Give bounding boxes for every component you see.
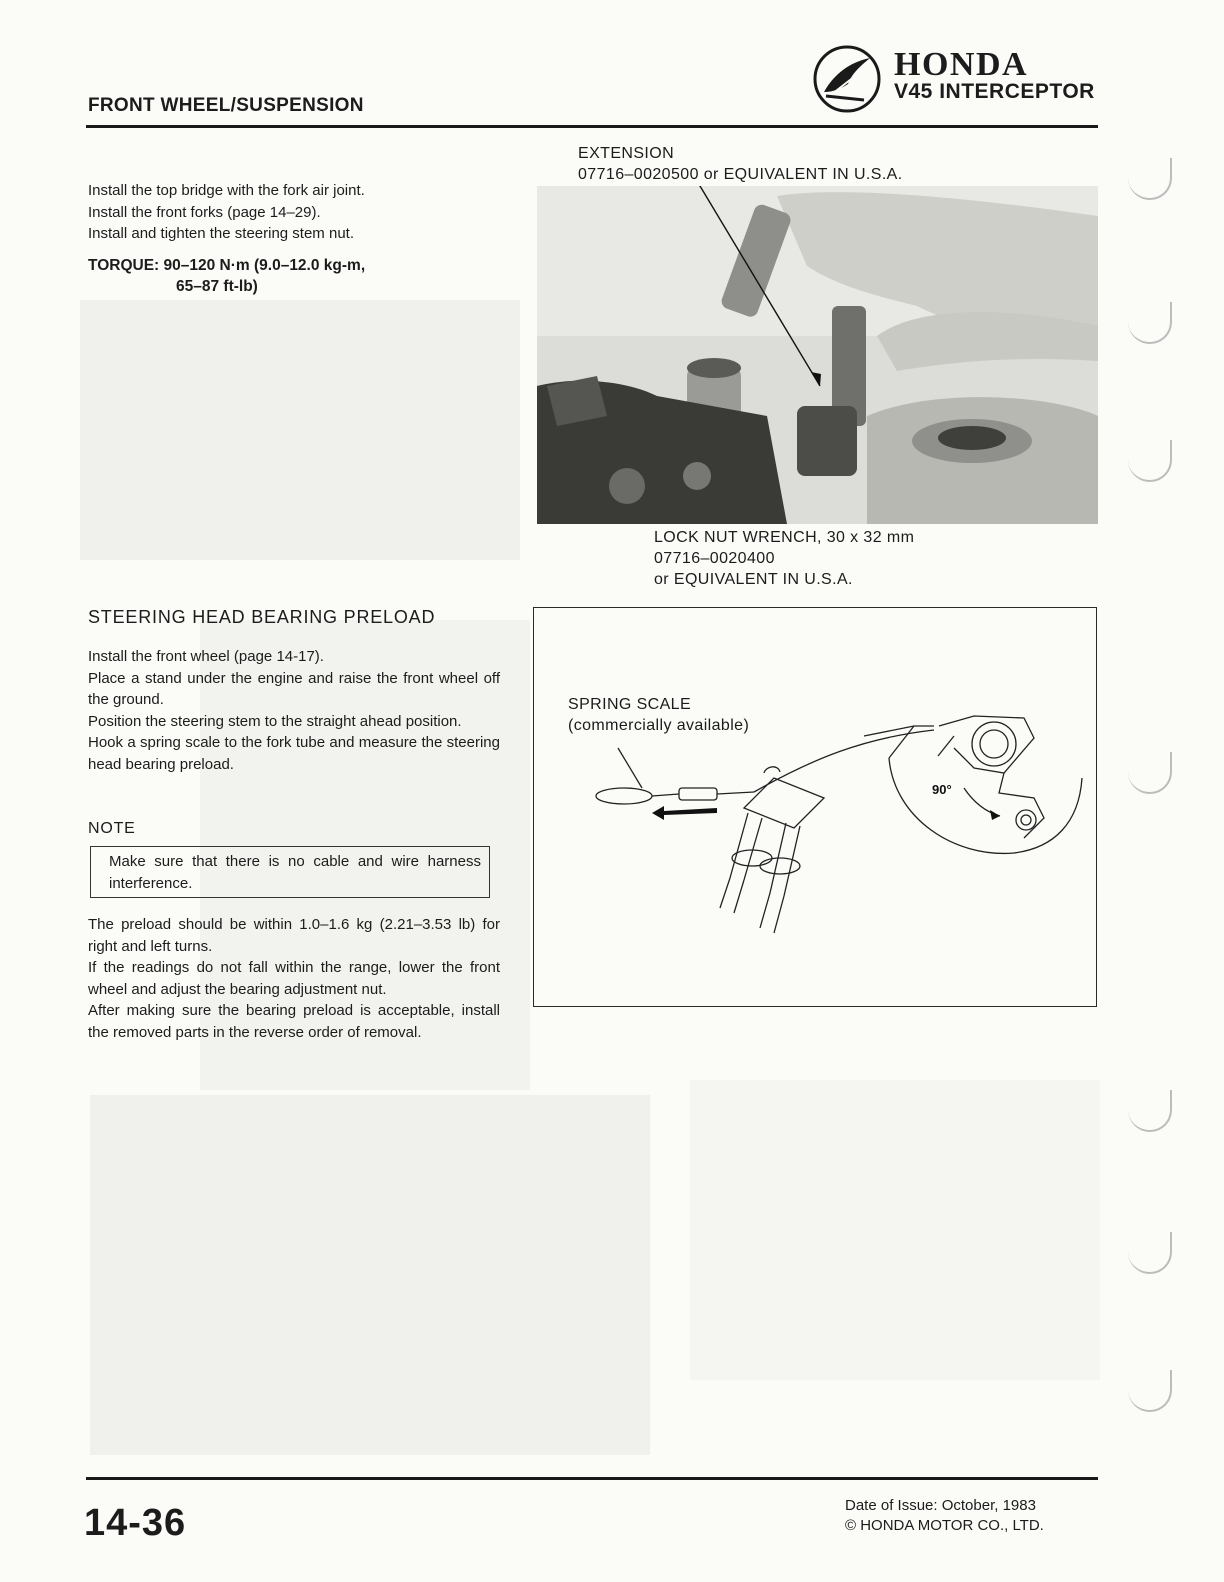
preload-heading: STEERING HEAD BEARING PRELOAD — [88, 607, 436, 627]
copyright: © HONDA MOTOR CO., LTD. — [845, 1517, 1044, 1534]
issue-info — [845, 1496, 1044, 1536]
page-number: 14-36 — [84, 1502, 187, 1544]
spring-scale-note: (commercially available) — [568, 717, 750, 734]
torque-spec — [88, 255, 518, 297]
page-edge-tab — [1128, 752, 1172, 794]
spring-scale-diagram — [533, 607, 1097, 1007]
preload-steps — [88, 646, 500, 775]
header-rule — [86, 125, 1098, 128]
lock-nut-wrench-caption — [654, 527, 914, 590]
page-edge-tab — [1128, 158, 1172, 200]
honda-wing-emblem-icon — [812, 44, 882, 114]
spring-scale-title: SPRING SCALE — [568, 696, 692, 713]
model-name: V45 INTERCEPTOR — [894, 80, 1095, 103]
extension-part: 07716–0020500 or EQUIVALENT IN U.S.A. — [578, 166, 903, 183]
note-box — [90, 846, 490, 898]
preload-step: Position the steering stem to the straight ahead position. — [88, 712, 462, 730]
diagram-illustration — [534, 608, 1096, 1006]
preload-step: Hook a spring scale to the fork tube and measure the steering head bearing preload. — [88, 734, 500, 773]
page-edge-tab — [1128, 1370, 1172, 1412]
page-edge-tab — [1128, 440, 1172, 482]
extension-title: EXTENSION — [578, 145, 675, 162]
install-instructions — [88, 180, 508, 245]
preload-results — [88, 914, 500, 1043]
wrench-part: 07716–0020400 — [654, 550, 775, 567]
page-edge-tab — [1128, 1232, 1172, 1274]
instruction-line: Install the front forks (page 14–29). — [88, 203, 321, 221]
steering-nut-photo — [537, 186, 1098, 524]
preload-paragraph: If the readings do not fall within the range, lower the front wheel and adjust the bearing adjustment nut. — [88, 959, 500, 998]
issue-date: Date of Issue: October, 1983 — [845, 1497, 1036, 1514]
preload-step: Install the front wheel (page 14-17). — [88, 648, 324, 665]
photo-illustration — [537, 186, 1098, 524]
preload-paragraph: After making sure the bearing preload is acceptable, install the removed parts in the reverse order of removal. — [88, 1002, 500, 1041]
extension-caption — [578, 143, 903, 185]
section-title: FRONT WHEEL/SUSPENSION — [88, 95, 364, 116]
angle-label: 90° — [932, 782, 952, 797]
note-text: Make sure that there is no cable and wire harness interference. — [109, 853, 481, 892]
page-edge-tab — [1128, 302, 1172, 344]
torque-value-2: 65–87 ft-lb) — [176, 278, 258, 295]
preload-step: Place a stand under the engine and raise the front wheel off the ground. — [88, 669, 500, 708]
torque-value-1: 90–120 N·m (9.0–12.0 kg-m, — [163, 257, 366, 274]
note-label: NOTE — [88, 820, 136, 837]
wrench-title: LOCK NUT WRENCH, 30 x 32 mm — [654, 529, 915, 546]
wrench-equivalent: or EQUIVALENT IN U.S.A. — [654, 571, 853, 588]
instruction-line: Install the top bridge with the fork air joint. — [88, 182, 365, 199]
brand-logo — [812, 44, 1102, 114]
footer-rule — [86, 1477, 1098, 1480]
preload-paragraph: The preload should be within 1.0–1.6 kg (2.21–3.53 lb) for right and left turns. — [88, 916, 500, 955]
instruction-line: Install and tighten the steering stem nut. — [88, 225, 354, 242]
brand-name: HONDA — [894, 46, 1029, 83]
page-edge-tab — [1128, 1090, 1172, 1132]
torque-label: TORQUE: — [88, 257, 160, 274]
